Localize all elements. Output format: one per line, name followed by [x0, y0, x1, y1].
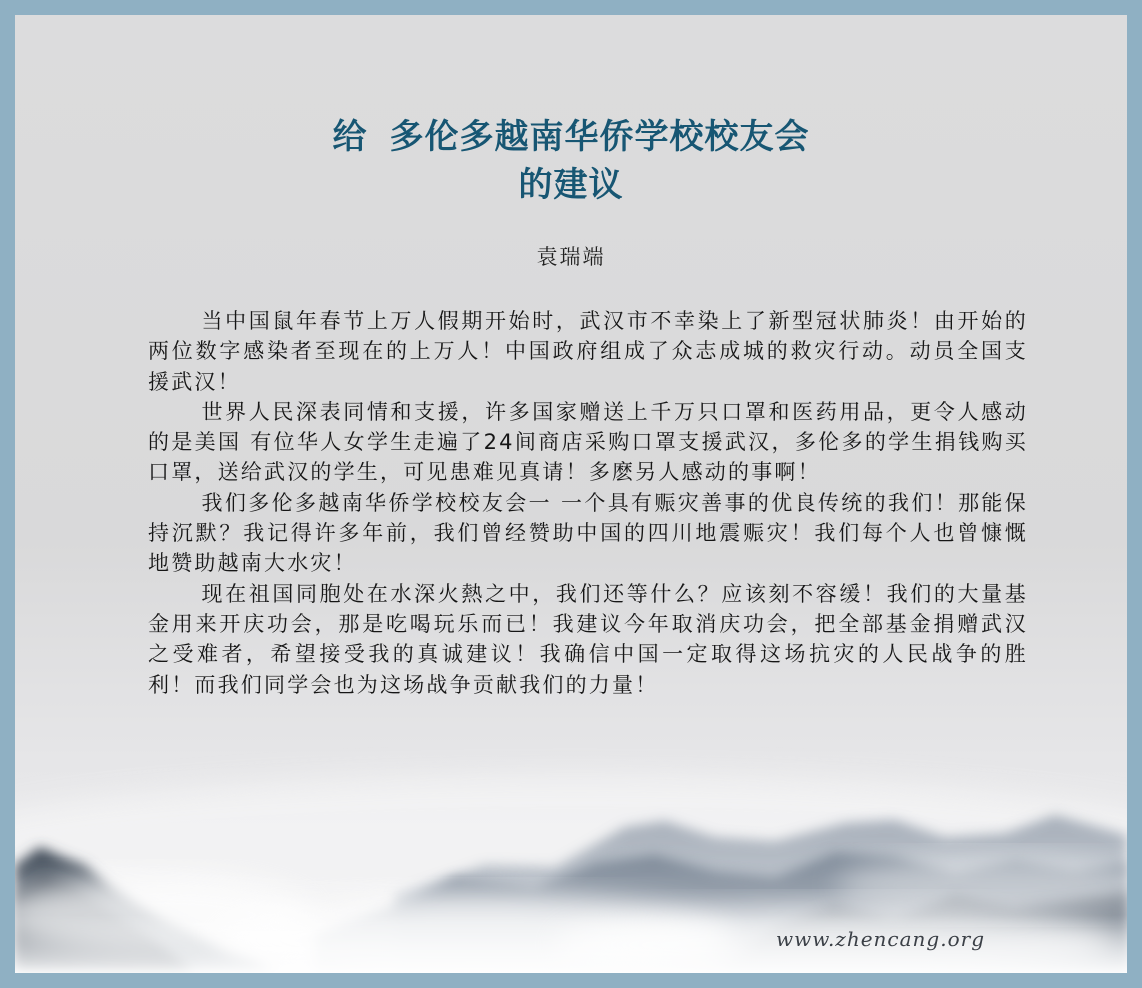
document-page: [15, 15, 1127, 973]
paragraph-3: 我们多伦多越南华侨学校校友会一 一个具有赈灾善事的优良传统的我们！那能保持沉默？我记得许多年前，我们曾经赞助中国的四川地震赈灾！我们每个人也曾慷慨地赞助越南大水灾！: [148, 490, 1028, 576]
author-name: 袁瑞端: [536, 245, 606, 269]
title-organization: 多伦多越南华侨学校校友会: [389, 117, 810, 157]
website-watermark: www.zhencang.org: [775, 927, 985, 951]
title-word-to: 给: [332, 117, 368, 157]
letter-body: [148, 306, 1028, 700]
title-line-1: [15, 113, 1127, 161]
title-line-2: 的建议: [518, 165, 624, 205]
paragraph-4: 现在祖国同胞处在水深火熱之中，我们还等什么？应该刻不容缓！我们的大量基金用来开庆功会，那是吃喝玩乐而已！我建议今年取消庆功会，把全部基金捐赠武汉之受难者，希望接受我的真诚建议！我确信中国一定取得这场抗灾的人民战争的胜利！而我们同学会也为这场战争贡献我们的力量！: [148, 581, 1028, 697]
document-title: [15, 113, 1127, 209]
paragraph-1: 当中国鼠年春节上万人假期开始时，武汉市不幸染上了新型冠状肺炎！由开始的两位数字感染者至现在的上万人！中国政府组成了众志成城的救灾行动。动员全国支援武汉！: [148, 309, 1028, 394]
paragraph-2: 世界人民深表同情和支援，许多国家赠送上千万只口罩和医药用品，更令人感动的是美国 有位华人女学生走遍了24间商店采购口罩支援武汉，多伦多的学生捐钱购买口罩，送给武汉的学生，可见患难见真请！多麽另人感动的事啊！: [148, 399, 1028, 485]
